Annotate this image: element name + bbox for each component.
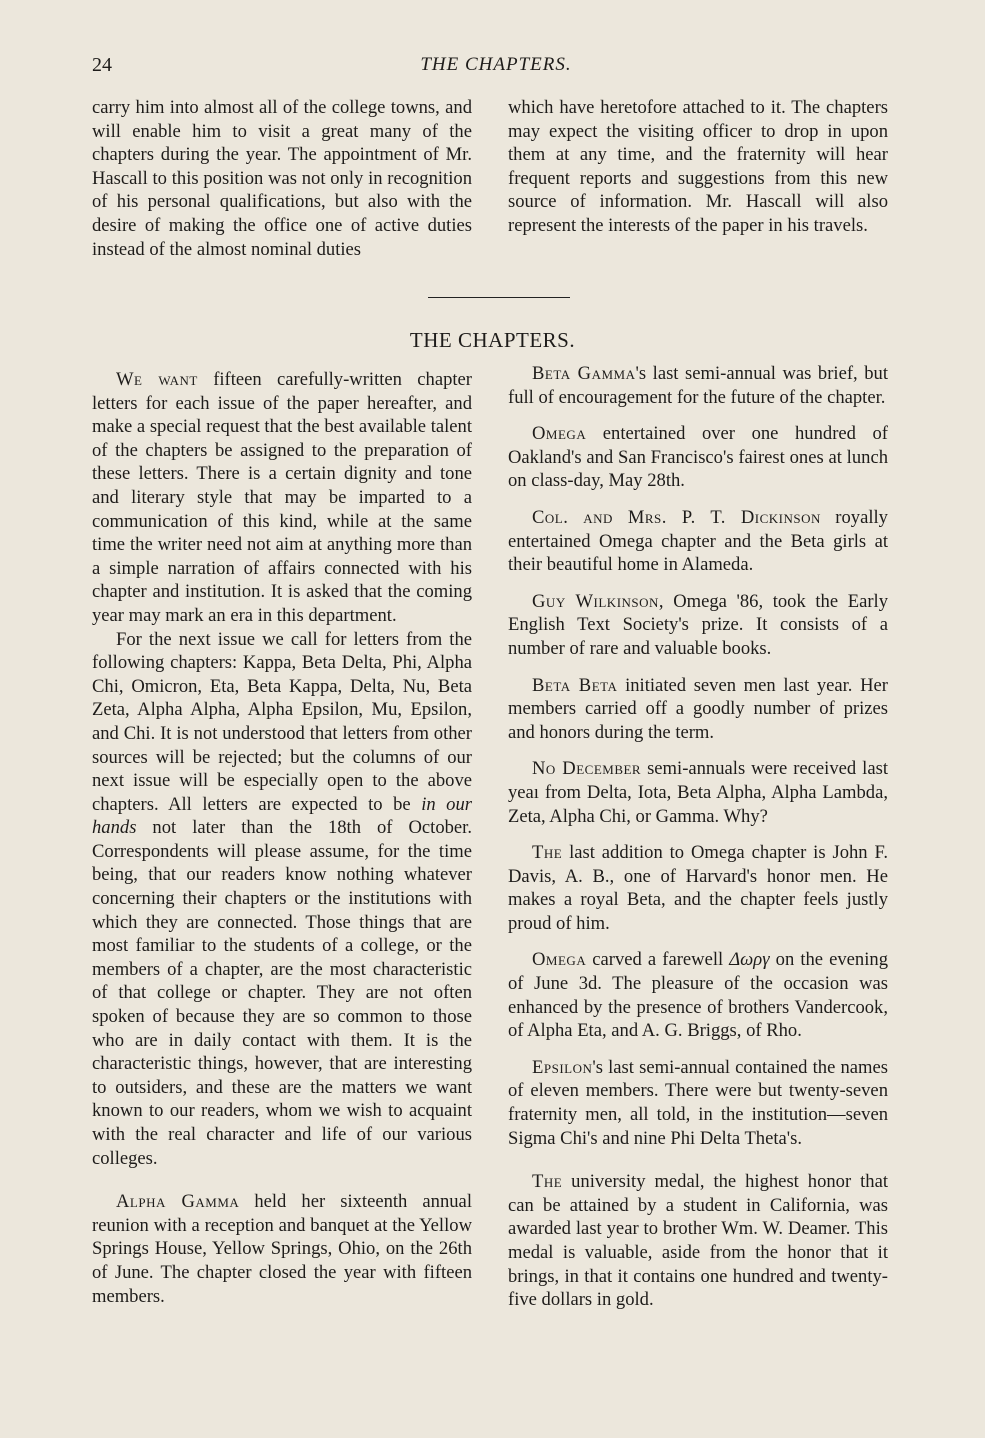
news-item — [508, 674, 888, 745]
paragraph-text: For the next issue we call for letters from the following chapters: Kappa, Beta Delta, Phi, Alpha Chi, Omicron, Eta, Beta Kappa, Delta, Nu, Beta Zeta, Alpha Alpha, Alpha Epsilon, Mu, Epsilon, and Chi. It is not understood that letters from other sources will be rejected; but the columns of our next issue will be especially open to the above chapters. All letters are expected to be — [92, 628, 472, 815]
news-item — [508, 1170, 888, 1312]
lead-in: Beta Beta — [532, 674, 618, 696]
news-text: 's last semi-annual was brief, but full of encouragement for the future of the chapter. — [508, 363, 888, 408]
section-title: THE CHAPTERS. — [409, 328, 576, 352]
news-item — [508, 757, 888, 828]
news-item — [508, 841, 888, 935]
news-item — [508, 1056, 888, 1150]
lead-in: We want — [116, 369, 198, 390]
lead-in: The — [532, 1171, 563, 1193]
paragraph-alpha-gamma — [92, 1190, 472, 1308]
top-right-column — [508, 96, 888, 238]
news-text: initiated seven men last year. Her members carried off a goodly number of prizes and honors during the term. — [508, 674, 888, 743]
news-text: semi-annuals were received last yeaı from Delta, Iota, Beta Alpha, Alpha Lambda, Zeta, Alpha Chi, or Gamma. Why? — [508, 758, 888, 827]
news-text: 's last semi-annual contained the names of eleven members. There were but twenty-seven fraternity men, all told, in the institution—seven Sigma Chi's and nine Phi Delta Theta's. — [508, 1056, 888, 1149]
news-text: royally entertained Omega chapter and the Beta girls at their beautiful home in Alameda. — [508, 506, 888, 576]
news-text: , Omega '86, took the Early English Text Society's prize. It consists of a number of rare and valuable books. — [508, 590, 888, 659]
news-text: on the evening of June 3d. The pleasure of the occasion was enhanced by the presence of brothers Vandercook, of Alpha Eta, and A. G. Briggs, of Rho. — [508, 949, 888, 1042]
right-column — [508, 362, 888, 1312]
lead-in: Beta Gamma — [532, 363, 636, 384]
news-item — [508, 590, 888, 661]
lead-in: Alpha Gamma — [116, 1191, 240, 1213]
lead-in: Omega — [532, 423, 587, 445]
page-number: 24 — [92, 54, 112, 76]
page-header — [92, 50, 900, 80]
lead-in: Omega — [532, 949, 587, 971]
emphasis-text: in our hands — [92, 793, 472, 839]
running-head: THE CHAPTERS. — [420, 54, 572, 75]
paragraph-text: held her sixteenth annual reunion with a reception and banquet at the Yellow Springs House, Yellow Springs, Ohio, on the 26th of June. The chapter closed the year with fifteen members. — [92, 1191, 472, 1307]
greek-letters: Δωργ — [729, 949, 770, 971]
news-item — [508, 948, 888, 1042]
news-item — [508, 422, 888, 493]
lead-in: Epsilon — [532, 1056, 593, 1078]
news-item — [508, 362, 888, 409]
paragraph-text: not later than the 18th of October. Correspondents will please assume, for the time being, that our readers know nothing whatever concerning their chapters or the institutions with which they are connected. Those things that are most familiar to the students of a college, or the members of a chapter, are the most characteristic of that college or chapter. They are not often spoken of because they are so common to those who are in daily contact with them. It is the characteristic things, however, that are interesting to outsiders, and these are the matters we want known to our readers, whom we wish to acquaint with the real character and life of our various colleges. — [92, 817, 472, 1169]
lead-in: The — [532, 842, 563, 864]
paragraph-text: fifteen carefully-written chapter letters for each issue of the paper hereafter, and make a special request that the best available talent of the chapters be assigned to the preparation of these letters. There is a certain dignity and tone and literary style that may be imparted to a communication of this kind, while at the same time the writer need not aim at anything more than a simple narration of affairs connected with his chapter and institution. It is asked that the coming year may mark an era in this department. — [92, 369, 473, 626]
section-divider — [428, 297, 570, 298]
news-item — [508, 506, 888, 577]
paragraph-next-issue — [92, 628, 472, 1171]
paragraph: which have heretofore attached to it. The chapters may expect the visiting officer to drop in upon them at any time, and the fraternity will hear frequent reports and suggestions from this new source of information. Mr. Hascall will also represent the interests of the paper in his travels. — [508, 97, 888, 236]
paragraph-chapter-letters — [92, 368, 472, 628]
news-text: university medal, the highest honor that can be attained by a student in California, was awarded last year to brother Wm. W. Deamer. This medal is valuable, aside from the honor that it brings, in that it contains one hundred and twenty-five dollars in gold. — [508, 1171, 888, 1311]
left-column — [92, 368, 472, 1308]
news-text: carved a farewell — [586, 949, 730, 971]
lead-in: Guy Wilkinson — [532, 590, 659, 612]
news-text: entertained over one hundred of Oakland's and San Francisco's fairest ones at lunch on class-day, May 28th. — [508, 423, 888, 492]
news-text: last addition to Omega chapter is John F. Davis, A. B., one of Harvard's honor men. He makes a royal Beta, and the chapter feels justly proud of him. — [508, 842, 888, 934]
lead-in: No December — [532, 758, 642, 780]
top-left-column — [92, 96, 472, 261]
lead-in: Col. and Mrs. P. T. Dickinson — [532, 506, 821, 528]
paragraph: carry him into almost all of the college towns, and will enable him to visit a great many of the chapters during the year. The appointment of Mr. Hascall to this position was not only in recognition of his personal qualifications, but also with the desire of making the office one of active duties instead of the almost nominal duties — [92, 97, 472, 260]
